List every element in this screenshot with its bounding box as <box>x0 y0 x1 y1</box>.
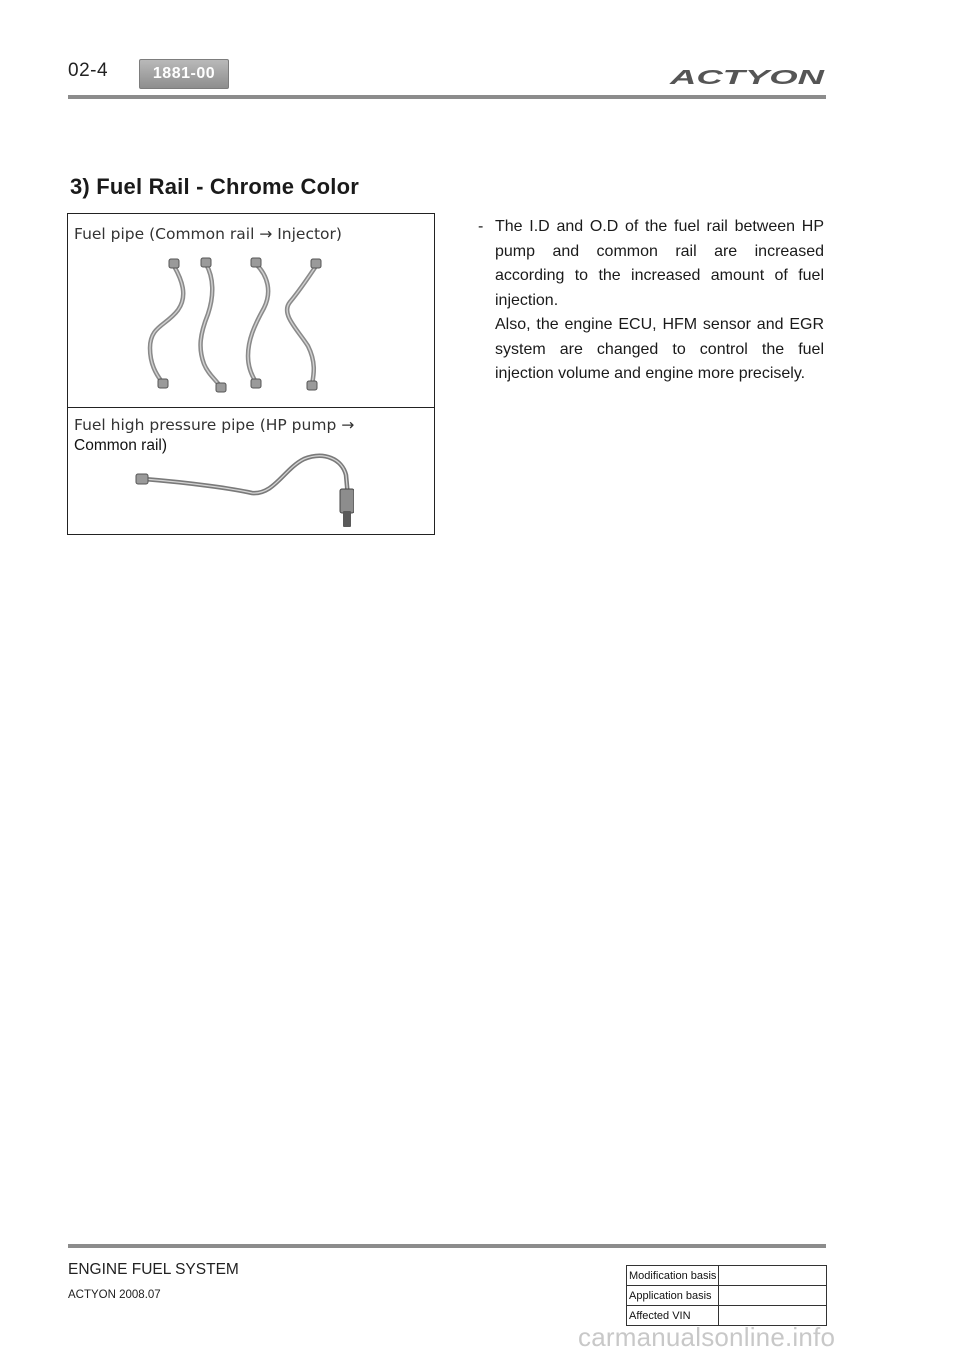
revision-label: Modification basis <box>627 1266 719 1286</box>
description <box>478 215 824 387</box>
revision-label: Affected VIN <box>627 1306 719 1326</box>
revision-row <box>627 1266 827 1286</box>
part-caption-line: Common rail) <box>74 437 168 454</box>
actyon-logo <box>668 67 826 87</box>
part-caption-line: Fuel high pressure pipe (HP pump → <box>74 416 355 434</box>
page-number: 02-4 <box>68 60 109 81</box>
footer-title: ENGINE FUEL SYSTEM <box>68 1261 239 1278</box>
description-paragraph: The I.D and O.D of the fuel rail between HP pump and common rail are increased according to the increased amount of fuel injection. <box>495 218 824 309</box>
header-rule <box>68 95 826 99</box>
description-paragraph: Also, the engine ECU, HFM sensor and EGR system are changed to control the fuel injection volume and engine more precisely. <box>495 316 824 382</box>
watermark[interactable]: carmanualsonline.info <box>578 1322 836 1352</box>
high-pressure-pipe-illustration <box>134 449 354 531</box>
section-code-badge: 1881-00 <box>139 59 229 89</box>
section-heading: 3) Fuel Rail - Chrome Color <box>70 174 359 199</box>
footer-rule <box>68 1244 826 1248</box>
fuel-pipes-illustration <box>144 256 350 396</box>
part-caption: Fuel pipe (Common rail → Injector) <box>74 225 342 243</box>
parts-table <box>67 213 435 535</box>
footer-edition: ACTYON 2008.07 <box>68 1289 161 1301</box>
bullet-dash: - <box>478 218 484 235</box>
part-row-high-pressure-pipe <box>68 407 434 534</box>
revision-value <box>719 1266 827 1286</box>
part-row-fuel-pipe <box>68 214 434 408</box>
revision-row <box>627 1286 827 1306</box>
revision-label: Application basis <box>627 1286 719 1306</box>
revision-value <box>719 1286 827 1306</box>
actyon-logo-text: ACTYON <box>668 67 825 87</box>
revision-table <box>626 1265 827 1326</box>
